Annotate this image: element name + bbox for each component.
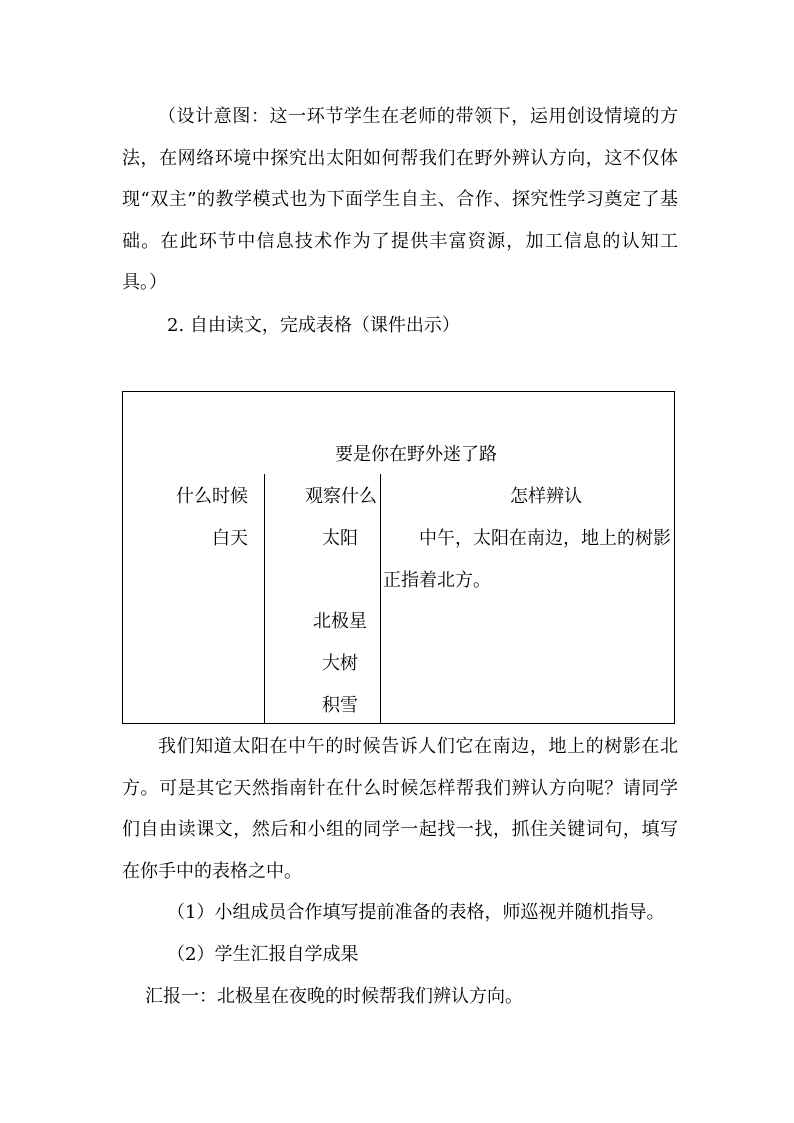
step-2-text: （2）学生汇报自学成果 (167, 944, 359, 965)
design-intent-paragraph: （设计意图：这一环节学生在老师的带领下，运用创设情境的方法，在网络环境中探究出太阳如何帮我们在野外辨认方向，这不仅体现“双主”的教学模式也为下面学生自主、合作、探究性学习奠定了基础。在此环节中信息技术作为了提供丰富资源，加工信息的认知工具。） (122, 106, 678, 293)
header-how: 怎样辨认 (510, 486, 582, 507)
header-when: 什么时候 (176, 486, 248, 507)
cell-observe-polaris: 北极星 (313, 611, 367, 632)
header-observe: 观察什么 (305, 486, 377, 507)
step-1-text: （1）小组成员合作填写提前准备的表格，师巡视并随机指导。 (167, 902, 665, 923)
explanation-paragraph: 我们知道太阳在中午的时候告诉人们它在南边，地上的树影在北方。可是其它天然指南针在什么时候怎样帮我们辨认方向呢？请同学们自由读课文，然后和小组的同学一起找一找，抓住关键词句，填写在你手中的表格之中。 (122, 736, 678, 882)
cell-time-daytime: 白天 (212, 528, 248, 549)
cell-method-sun: 中午，太阳在南边，地上的树影正指着北方。 (383, 528, 671, 591)
cell-observe-snow: 积雪 (322, 695, 358, 716)
table-title: 要是你在野外迷了路 (335, 444, 497, 465)
step-2-heading: 2. 自由读文，完成表格（课件出示） (167, 315, 460, 336)
column-divider-1 (264, 474, 265, 723)
direction-table (122, 391, 675, 724)
column-divider-2 (380, 474, 381, 723)
cell-observe-sun: 太阳 (322, 528, 358, 549)
report-one-text: 汇报一：北极星在夜晚的时候帮我们辨认方向。 (145, 986, 523, 1007)
cell-observe-tree: 大树 (322, 653, 358, 674)
